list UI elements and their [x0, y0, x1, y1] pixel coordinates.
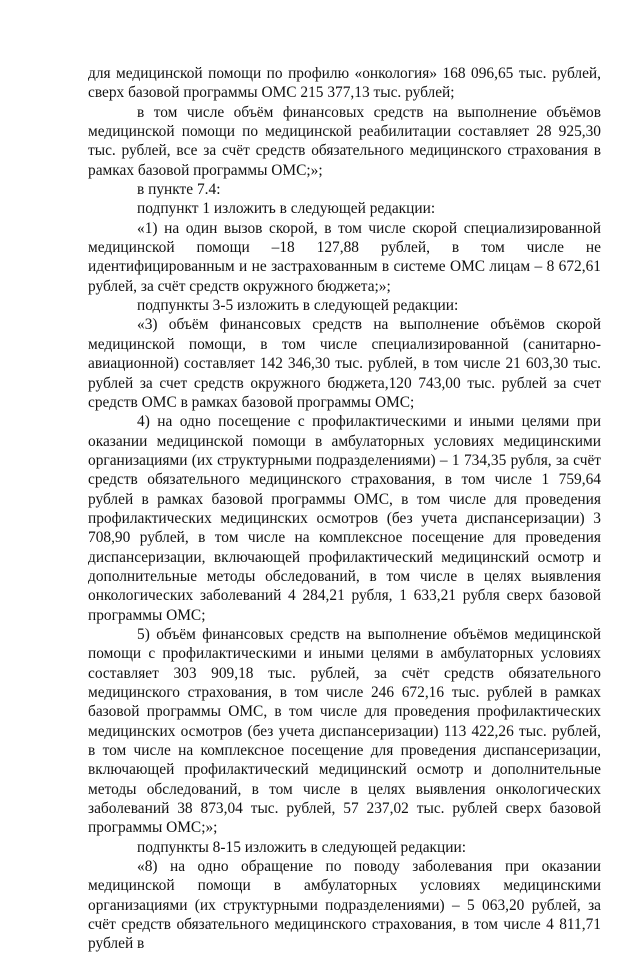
paragraph-subpoint-4-text: 4) на одно посещение с профилактическими и иными целями при оказании медицинской помощи в амбулаторных условиях медицинскими организациями (их структурными подразделениями) – 1 734,35 рубля, за счёт средств обязательного медицинского страхования, в том числе 1 759,64 рублей в рамках базовой программы ОМС, в том числе для проведения профилактических медицинских осмотров (без учета диспансеризации) 3 708,90 рублей, в том числе на комплексное посещение для проведения диспансеризации, включающей профилактический медицинский осмотр и дополнительные методы обследований, в том числе в целях выявления онкологических заболеваний 4 284,21 рубля, 1 633,21 рубля сверх базовой программы ОМС; — [88, 413, 601, 624]
paragraph-subpoints-3-5-heading: подпункты 3-5 изложить в следующей редакции: — [137, 297, 459, 315]
paragraph-subpoint-1-heading: подпункт 1 изложить в следующей редакции: — [137, 200, 436, 218]
paragraph-subpoints-8-15-heading: подпункты 8-15 изложить в следующей редакции: — [137, 838, 466, 856]
paragraph-rehabilitation-volume: в том числе объём финансовых средств на выполнение объёмов медицинской помощи по медицинской реабилитации составляет 28 925,30 тыс. рублей, все за счёт средств обязательного медицинского страхования в рамках базовой программы ОМС;»; — [88, 103, 601, 179]
paragraph-point-7-4: в пункте 7.4: — [137, 181, 221, 199]
paragraph-subpoint-5-text: 5) объём финансовых средств на выполнение объёмов медицинской помощи с профилактическими и иными целями в амбулаторных условиях составляет 303 909,18 тыс. рублей, за счёт средств обязательного медицинского страхования, в том числе 246 672,16 тыс. рублей в рамках базовой программы ОМС, в том числе для проведения профилактических медицинских осмотров (без учета диспансеризации) 113 422,26 тыс. рублей, в том числе на комплексное посещение для проведения диспансеризации, включающей профилактический медицинский осмотр и дополнительные методы обследований, в том числе в целях выявления онкологических заболеваний 38 873,04 тыс. рублей, 57 237,02 тыс. рублей сверх базовой программы ОМС;»; — [88, 625, 601, 837]
document-body — [88, 64, 601, 954]
paragraph-subpoint-1-text: «1) на один вызов скорой, в том числе скорой специализированной медицинской помощи –18 127,88 рублей, в том числе не идентифицированным и не застрахованным в системе ОМС лицам – 8 672,61 рублей, за счёт средств окружного бюджета;»; — [88, 219, 601, 295]
paragraph-subpoint-3-text: «3) объём финансовых средств на выполнение объёмов скорой медицинской помощи, в том числе специализированной (санитарно-авиационной) составляет 142 346,30 тыс. рублей, в том числе 21 603,30 тыс. рублей за счет средств окружного бюджета,120 743,00 тыс. рублей за счет средств ОМС в рамках базовой программы ОМС; — [88, 316, 601, 411]
paragraph-subpoint-8-text: «8) на одно обращение по поводу заболевания при оказании медицинской помощи в амбулаторных условиях медицинскими организациями (их структурными подразделениями) – 5 063,20 рублей, за счёт средств обязательного медицинского страхования, в том числе 4 811,71 рублей в — [88, 858, 601, 953]
paragraph-oncology-continuation: для медицинской помощи по профилю «онкология» 168 096,65 тыс. рублей, сверх базовой программы ОМС 215 377,13 тыс. рублей; — [88, 65, 601, 102]
